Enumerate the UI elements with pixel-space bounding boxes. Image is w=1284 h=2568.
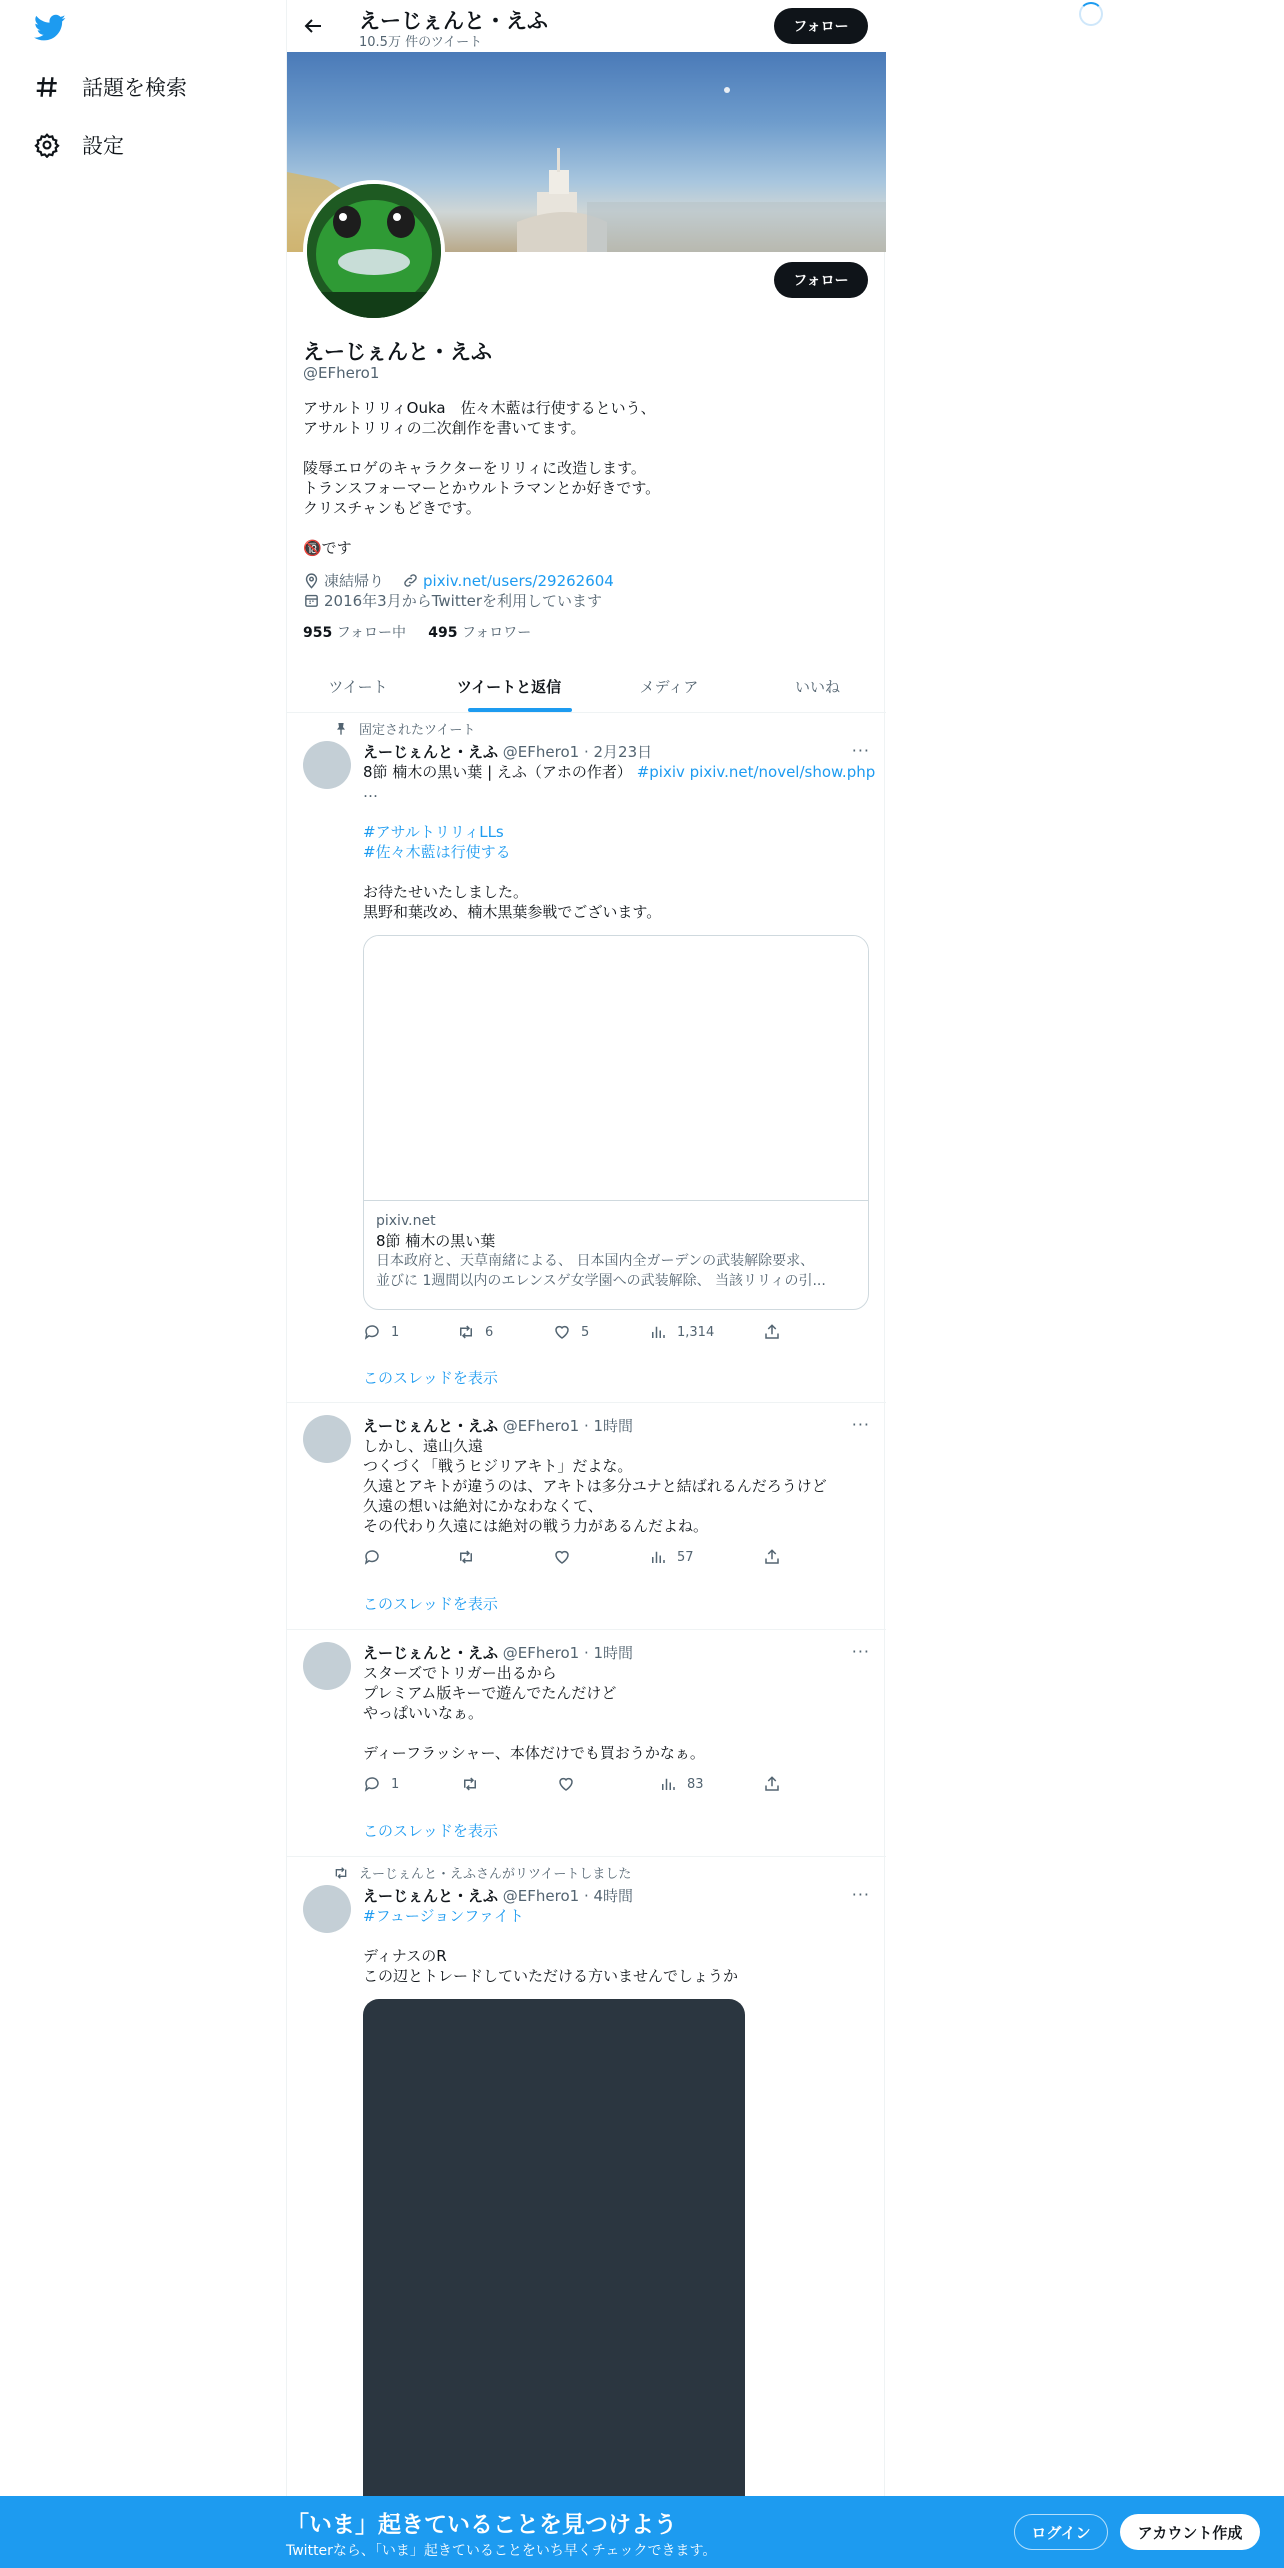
tweet-line xyxy=(363,1926,873,1946)
bio-line: アサルトリリィOuka 佐々木藍は行使するという、 xyxy=(303,399,656,417)
header-tweet-count: 10.5万 件のツイート xyxy=(359,35,483,50)
tweet-actions xyxy=(363,1775,788,1795)
like-button[interactable] xyxy=(557,1775,585,1793)
back-arrow-icon[interactable] xyxy=(301,14,325,38)
tweet-author-name[interactable]: えーじぇんと・えふ xyxy=(363,1644,499,1662)
bio-line: トランスフォーマーとかウルトラマンとか好きです。 xyxy=(303,479,661,497)
followers-link[interactable] xyxy=(428,625,531,641)
following-count: 955 xyxy=(303,625,333,641)
login-button[interactable]: ログイン xyxy=(1014,2514,1108,2550)
tweet-text xyxy=(363,762,876,922)
tweet-actions xyxy=(363,1548,788,1568)
following-link[interactable] xyxy=(303,625,406,641)
following-label: フォロー中 xyxy=(336,625,406,641)
link-card[interactable] xyxy=(363,935,869,1310)
tweet-link-title: 8節 楠木の黒い葉 | えふ（アホの作者） xyxy=(363,763,632,781)
bio-line: アサルトリリィの二次創作を書いてます。 xyxy=(303,419,586,437)
tweet-media-image[interactable] xyxy=(363,1999,745,2568)
pinned-context xyxy=(333,719,475,738)
profile-avatar[interactable] xyxy=(303,180,445,322)
tweet-actions xyxy=(363,1323,788,1343)
tweet-line xyxy=(363,1723,873,1743)
loading-spinner-icon xyxy=(1079,2,1103,26)
profile-bio xyxy=(303,398,660,558)
hashtag-icon xyxy=(34,74,60,100)
tweet-line: つくづく「戦うヒジリアキト」だよな。 xyxy=(363,1457,633,1475)
reply-button[interactable] xyxy=(363,1323,399,1341)
signup-banner-title: 「いま」起きていることを見つけよう xyxy=(286,2512,677,2538)
view-count: 57 xyxy=(677,1549,694,1565)
hashtag-link[interactable]: #アサルトリリィLLs xyxy=(363,823,504,841)
views-button[interactable] xyxy=(649,1548,694,1566)
location-icon xyxy=(303,572,320,589)
more-options-icon[interactable]: ··· xyxy=(851,1885,870,1904)
profile-location: 凍結帰り xyxy=(324,572,385,590)
bio-line xyxy=(303,518,660,538)
tweet[interactable] xyxy=(287,1630,886,1857)
share-icon xyxy=(763,1548,781,1566)
like-button[interactable] xyxy=(553,1323,589,1341)
avatar[interactable] xyxy=(303,1642,351,1690)
tweet-line: お待たせいたしました。 xyxy=(363,883,529,901)
reply-count: 1 xyxy=(391,1776,400,1792)
followers-count: 495 xyxy=(428,625,458,641)
tweet-line: スターズでトリガー出るから xyxy=(363,1664,557,1682)
more-options-icon[interactable]: ··· xyxy=(851,1415,870,1434)
tab-media[interactable]: メディア xyxy=(639,678,699,696)
tweet-meta: @EFhero1 · 1時間 xyxy=(502,1644,634,1662)
like-count: 5 xyxy=(581,1324,590,1340)
profile-website-link[interactable]: pixiv.net/users/29262604 xyxy=(423,571,614,590)
profile-joined-date: 2016年3月からTwitterを利用しています xyxy=(324,592,602,610)
tweet-line: プレミアム版キーで遊んでたんだけど xyxy=(363,1684,617,1702)
tweet-header xyxy=(363,1885,633,1906)
views-button[interactable] xyxy=(649,1323,714,1341)
tweet-line xyxy=(363,802,873,822)
reply-button[interactable] xyxy=(363,1548,391,1566)
tweet-line: ディナスのR xyxy=(363,1947,447,1965)
tweet-author-name[interactable]: えーじぇんと・えふ xyxy=(363,743,499,761)
profile-name: えーじぇんと・えふ xyxy=(303,340,492,364)
tweet-line: やっぱいいなぁ。 xyxy=(363,1704,484,1722)
tab-likes[interactable]: いいね xyxy=(794,678,840,696)
header-follow-button[interactable]: フォロー xyxy=(774,8,868,44)
retweet-icon xyxy=(457,1323,475,1341)
profile-tabs xyxy=(287,660,886,713)
sidebar-item-settings[interactable] xyxy=(34,130,124,160)
bio-line: 🔞です xyxy=(303,539,352,557)
retweet-icon xyxy=(457,1548,475,1566)
tweet-line: 久遠とアキトが違うのは、アキトは多分ユナと結ばれるんだろうけど xyxy=(363,1477,827,1495)
retweet-icon xyxy=(461,1775,479,1793)
link-card-body xyxy=(364,1201,868,1301)
tweet-header xyxy=(363,741,652,762)
tweet-meta: @EFhero1 · 1時間 xyxy=(502,1417,634,1435)
main-column xyxy=(286,0,885,2568)
heart-icon xyxy=(557,1775,575,1793)
sidebar-item-label: 設定 xyxy=(82,134,124,158)
tweet-line: その代わり久遠には絶対の戦う力があるんだよね。 xyxy=(363,1517,709,1535)
retweet-icon xyxy=(333,1865,349,1881)
tab-tweets-and-replies[interactable]: ツイートと返信 xyxy=(456,678,562,696)
tweet-link[interactable]: #pixiv pixiv.net/novel/show.php xyxy=(636,763,876,781)
avatar[interactable] xyxy=(303,741,351,789)
retweet-button[interactable] xyxy=(457,1323,493,1341)
reply-icon xyxy=(363,1548,381,1566)
signup-banner xyxy=(0,2496,1284,2568)
more-options-icon[interactable]: ··· xyxy=(851,1642,870,1661)
tweet-line xyxy=(363,762,876,782)
avatar[interactable] xyxy=(303,1885,351,1933)
views-chart-icon xyxy=(649,1548,667,1566)
bio-line xyxy=(303,438,660,458)
sidebar-item-explore[interactable] xyxy=(34,72,187,102)
reply-icon xyxy=(363,1323,381,1341)
retweet-context xyxy=(333,1863,631,1882)
link-icon xyxy=(402,572,419,589)
tweet-meta: @EFhero1 · 2月23日 xyxy=(502,743,653,761)
hashtag-link[interactable]: #佐々木藍は行使する xyxy=(363,843,511,861)
show-thread-link[interactable]: このスレッドを表示 xyxy=(363,1369,498,1387)
tweet-header xyxy=(363,1642,633,1663)
tweet-header xyxy=(363,1415,633,1436)
card-title: 8節 楠木の黒い葉 xyxy=(376,1232,496,1250)
tweet-meta: @EFhero1 · 4時間 xyxy=(502,1887,634,1905)
tweet[interactable] xyxy=(287,1857,886,2568)
retweeted-by-label[interactable]: えーじぇんと・えふさんがリツイートしました xyxy=(359,1867,632,1882)
view-count: 83 xyxy=(687,1776,704,1792)
views-chart-icon xyxy=(649,1323,667,1341)
views-button[interactable] xyxy=(659,1775,704,1793)
card-domain: pixiv.net xyxy=(376,1213,436,1229)
reply-button[interactable] xyxy=(363,1775,399,1793)
share-button[interactable] xyxy=(763,1775,781,1793)
like-button[interactable] xyxy=(553,1548,581,1566)
tweet-text xyxy=(363,1436,873,1536)
retweet-button[interactable] xyxy=(461,1775,489,1793)
tweet[interactable] xyxy=(287,1403,886,1630)
share-icon xyxy=(763,1775,781,1793)
reply-count: 1 xyxy=(391,1324,400,1340)
pinned-label: 固定されたツイート xyxy=(359,723,476,738)
reply-icon xyxy=(363,1775,381,1793)
tweet-line: 黒野和葉改め、楠木黒葉参戦でございます。 xyxy=(363,903,662,921)
bio-line: クリスチャンもどきです。 xyxy=(303,499,481,517)
show-thread-link[interactable]: このスレッドを表示 xyxy=(363,1822,498,1840)
profile-meta-row xyxy=(303,570,614,591)
card-description: 日本政府と、天草南緒による、 日本国内全ガーデンの武装解除要求、 xyxy=(376,1253,815,1269)
left-sidebar xyxy=(0,0,286,2568)
retweet-button[interactable] xyxy=(457,1548,485,1566)
calendar-icon xyxy=(303,592,320,609)
signup-banner-subtitle: Twitterなら、「いま」起きていることをいち早くチェックできます。 xyxy=(286,2543,717,2559)
show-thread-link[interactable]: このスレッドを表示 xyxy=(363,1595,498,1613)
tweet-author-name[interactable]: えーじぇんと・えふ xyxy=(363,1417,499,1435)
profile-handle: @EFhero1 xyxy=(303,364,380,382)
hashtag-link[interactable]: #フュージョンファイト xyxy=(363,1907,524,1925)
view-count: 1,314 xyxy=(677,1324,715,1340)
signup-button[interactable]: アカウント作成 xyxy=(1120,2514,1260,2550)
share-button[interactable] xyxy=(763,1323,781,1341)
active-tab-indicator xyxy=(468,708,572,712)
twitter-logo-icon[interactable] xyxy=(34,14,66,42)
follow-stats xyxy=(303,622,531,642)
more-options-icon[interactable]: ··· xyxy=(851,741,870,760)
tweet-author-name[interactable]: えーじぇんと・えふ xyxy=(363,1887,499,1905)
followers-label: フォロワー xyxy=(461,625,532,641)
heart-icon xyxy=(553,1548,571,1566)
header-name: えーじぇんと・えふ xyxy=(359,9,548,33)
bio-line: 陵辱エロゲのキャラクターをリリィに改造します。 xyxy=(303,459,646,477)
share-icon xyxy=(763,1323,781,1341)
avatar[interactable] xyxy=(303,1415,351,1463)
tweet-line xyxy=(363,862,873,882)
tweet-line: この辺とトレードしていただける方いませんでしょうか xyxy=(363,1967,739,1985)
link-card-image xyxy=(364,936,868,1201)
tweet[interactable] xyxy=(287,713,886,1403)
tweet-line: ディーフラッシャー、本体だけでも買おうかなぁ。 xyxy=(363,1744,705,1762)
tweet-line: しかし、遠山久遠 xyxy=(363,1437,484,1455)
tweet-text xyxy=(363,1906,873,1986)
tweet-text xyxy=(363,1663,873,1763)
gear-icon xyxy=(34,132,60,158)
tweet-line: 久遠の想いは絶対にかなわなくて、 xyxy=(363,1497,603,1515)
profile-header-bar xyxy=(287,0,886,52)
card-description: 並びに 1週間以内のエレンスゲ女学園への武装解除、 当該リリィの引... xyxy=(376,1273,826,1289)
share-button[interactable] xyxy=(763,1548,781,1566)
profile-follow-button[interactable]: フォロー xyxy=(774,262,868,298)
heart-icon xyxy=(553,1323,571,1341)
sidebar-item-label: 話題を検索 xyxy=(82,76,187,100)
pin-icon xyxy=(333,721,349,737)
avatar-frog-image xyxy=(307,184,441,318)
profile-joined-row xyxy=(303,590,602,611)
retweet-count: 6 xyxy=(485,1324,494,1340)
tab-tweets[interactable]: ツイート xyxy=(328,678,388,696)
views-chart-icon xyxy=(659,1775,677,1793)
tweet-line: … xyxy=(363,783,378,801)
